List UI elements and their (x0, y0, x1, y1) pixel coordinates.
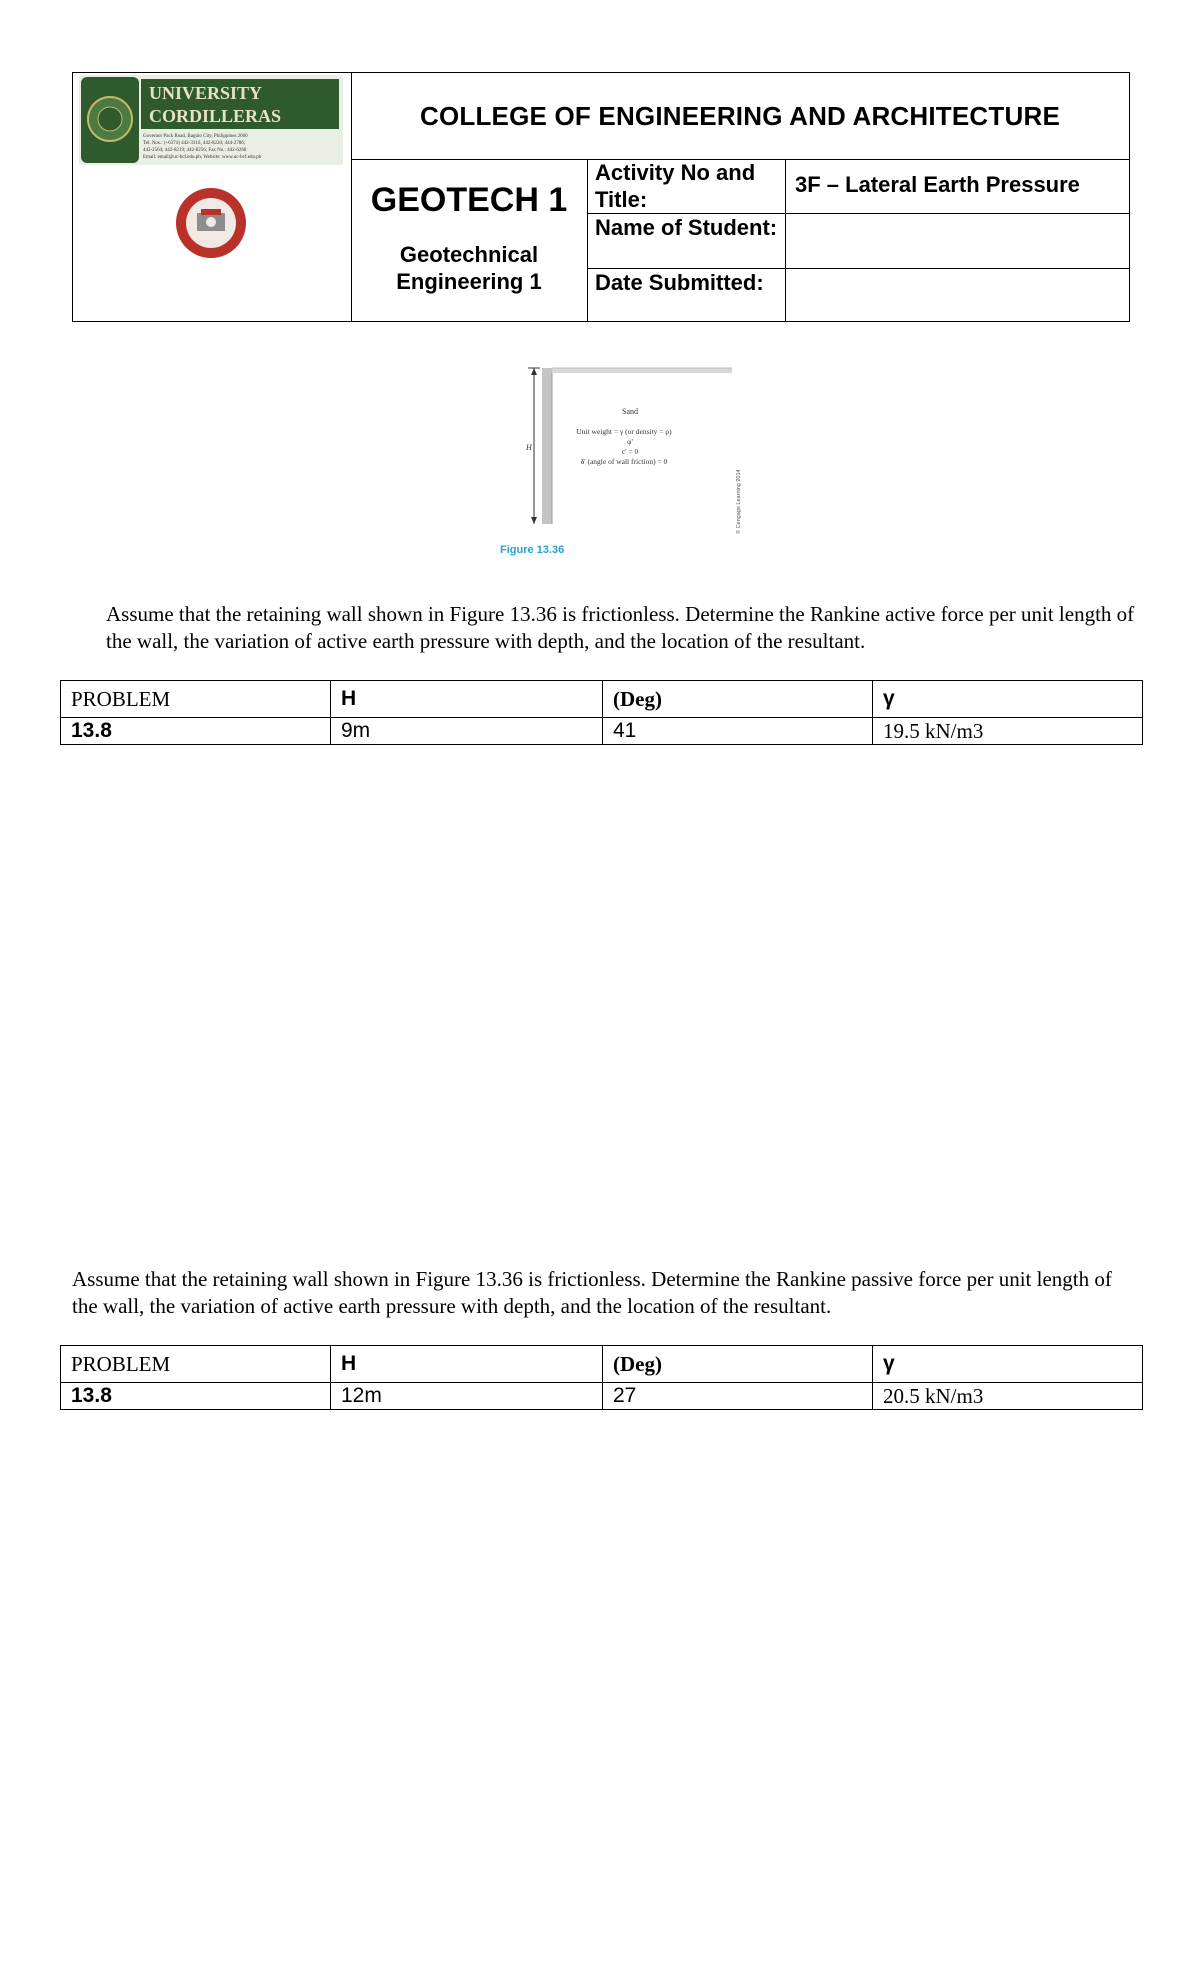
cell-deg: 27 (603, 1383, 873, 1410)
figure-caption: Figure 13.36 (500, 544, 565, 556)
retaining-wall-figure (500, 364, 740, 564)
figure-label: δ' (angle of wall friction) = 0 (580, 457, 668, 466)
cell-h: 12m (331, 1383, 603, 1410)
cell-problem: 13.8 (61, 718, 331, 745)
table-row (61, 718, 1143, 745)
course-code: GEOTECH 1 (370, 181, 568, 219)
figure-label: φ' (627, 437, 633, 446)
header-cell-gamma: γ (873, 681, 1143, 718)
course-name: Geotechnical Engineering 1 (396, 242, 542, 294)
header-cell-deg: (Deg) (603, 1346, 873, 1383)
header-cell-gamma: γ (873, 1346, 1143, 1383)
header-box (72, 72, 1130, 322)
cell-gamma: 20.5 kN/m3 (873, 1383, 1143, 1410)
college-seal-icon (173, 185, 249, 261)
figure-label: Sand (622, 407, 638, 416)
logo-text-university: UNIVERSITY (149, 83, 263, 103)
cell-gamma: 19.5 kN/m3 (873, 718, 1143, 745)
figure-credit: © Cengage Learning 2014 (736, 469, 742, 534)
divider (785, 159, 786, 321)
header-cell-deg: (Deg) (603, 681, 873, 718)
header-cell-problem: PROBLEM (61, 681, 331, 718)
logo-address-line: Email: email@uc-bcf.edu.ph; Website: www.uc-bcf.edu.ph (143, 155, 262, 160)
figure-label: c' = 0 (621, 447, 639, 456)
cell-problem: 13.8 (61, 1383, 331, 1410)
divider (587, 159, 588, 321)
header-cell-problem: PROBLEM (61, 1346, 331, 1383)
university-logo (79, 75, 343, 165)
table-row (61, 1383, 1143, 1410)
problem-1-text: Assume that the retaining wall shown in Figure 13.36 is frictionless. Determine the Rankine active force per unit length of the wall, the variation of active earth pressure with depth, and the location of the resultant. (106, 602, 1135, 653)
student-name-label: Name of Student: (595, 215, 778, 240)
header-cell-h: H (331, 681, 603, 718)
logo-address-line: Governor Pack Road, Baguio City, Philippines 2600 (143, 134, 248, 139)
header-cell-h: H (331, 1346, 603, 1383)
activity-value: 3F – Lateral Earth Pressure (795, 172, 1080, 197)
logo-text-cordilleras: CORDILLERAS (149, 106, 282, 126)
problem-2-table (60, 1345, 1143, 1410)
height-label: H (526, 443, 532, 452)
table-header-row (61, 1346, 1143, 1383)
figure-label: Unit weight = γ (or density = ρ) (576, 427, 672, 436)
cell-h: 9m (331, 718, 603, 745)
problem-2-text: Assume that the retaining wall shown in Figure 13.36 is frictionless. Determine the Rankine passive force per unit length of the wall, the variation of active earth pressure with depth, and the location of the resultant. (72, 1267, 1112, 1318)
course-block (351, 159, 587, 321)
activity-label: Activity No and Title: (595, 160, 756, 212)
logo-address-line: 442-2564; 442-8219; 442-8256; Fax No.: 442-6268 (143, 148, 247, 153)
cell-deg: 41 (603, 718, 873, 745)
date-submitted-label: Date Submitted: (595, 270, 764, 295)
table-header-row (61, 681, 1143, 718)
logo-address-line: Tel. Nos.: (+6374) 442-3316, 442-8220; 444-2786; (143, 141, 246, 146)
college-title: COLLEGE OF ENGINEERING AND ARCHITECTURE (419, 100, 1060, 131)
problem-1-table (60, 680, 1143, 745)
